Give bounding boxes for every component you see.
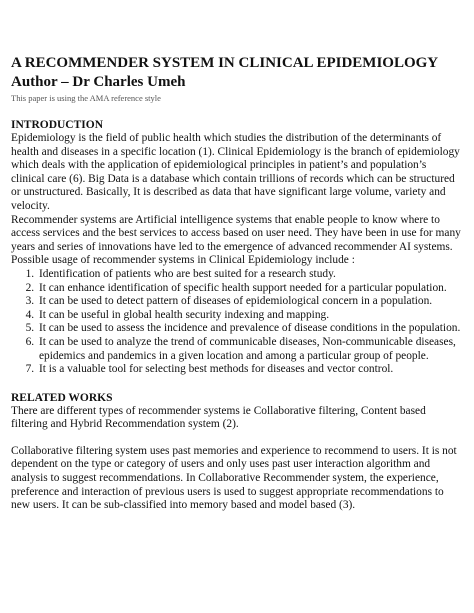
introduction-heading: INTRODUCTION (11, 119, 104, 131)
introduction-paragraph-1: Epidemiology is the field of public health which studies the distribution of the determinants of health and diseases in a specific location (1). Clinical Epidemiology is the branch of epidemiology which deals with the application of epidemiological principles in patient’s and population’s clinical care (6). Big Data is a database which contain trillions of records which can be structured or unstructured. Basically, It is described as data that have significant large volume, variety and velocity. (11, 132, 460, 212)
reference-style-note: This paper is using the AMA reference style (11, 93, 161, 103)
introduction-paragraph-2: Recommender systems are Artificial intelligence systems that enable people to know where to access services and the best services to access based on user need. They have been in use for many years and series of innovations have led to the emergence of advanced recommender AI systems. (11, 213, 461, 253)
list-item: 7. It is a valuable tool for selecting best methods for diseases and vector control. (37, 363, 462, 377)
list-item: 3. It can be used to detect pattern of diseases of epidemiological concern in a population. (37, 295, 462, 309)
related-works-paragraph-2: Collaborative filtering system uses past memories and experience to recommend to users. It is not dependent on the type or category of users and only uses past user interaction algorithm and analysis to suggest recommendations. In Collaborative Recommender system, the experience, preference and interaction of previous users is used to suggest appropriate recommendations to new users. It can be sub-classified into memory based and model based (3). (11, 444, 457, 512)
paper-author: Author – Dr Charles Umeh (11, 74, 186, 90)
section-spacer (11, 377, 462, 391)
paper-title: A RECOMMENDER SYSTEM IN CLINICAL EPIDEMIOLOGY (11, 55, 439, 71)
list-item: 5. It can be used to assess the incidence and prevalence of disease conditions in the population. (37, 322, 462, 336)
list-item: 1. Identification of patients who are best suited for a research study. (37, 268, 462, 282)
list-item: 4. It can be useful in global health security indexing and mapping. (37, 309, 462, 323)
introduction-section (11, 118, 462, 377)
usage-list-intro: Possible usage of recommender systems in Clinical Epidemiology include : (11, 254, 355, 267)
related-works-heading: RELATED WORKS (11, 391, 113, 404)
related-works-section (11, 391, 462, 513)
paragraph-spacer (11, 432, 462, 445)
list-item: 2. It can enhance identification of specific health support needed for a particular population. (37, 282, 462, 296)
list-item: 6. It can be used to analyze the trend of communicable diseases, Non-communicable diseases, epidemics and pandemics in a given location and among a particular group of people. (37, 336, 462, 363)
related-works-paragraph-1: There are different types of recommender systems ie Collaborative filtering, Content based filtering and Hybrid Recommendation system (2). (11, 404, 426, 431)
usage-list (11, 268, 462, 377)
